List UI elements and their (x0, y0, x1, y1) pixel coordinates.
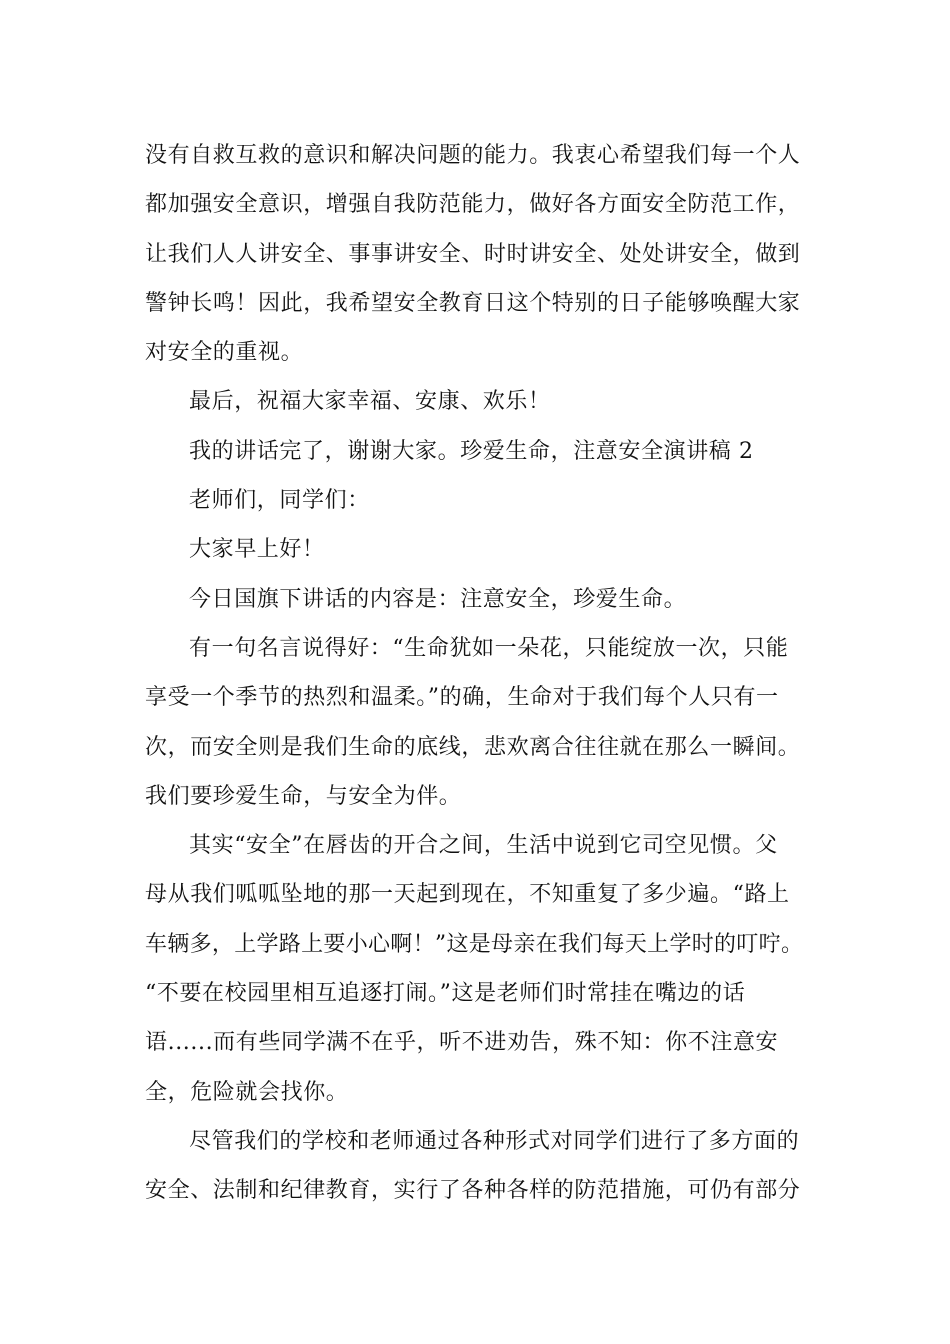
paragraph (145, 624, 810, 821)
paragraph (145, 427, 810, 476)
paragraph (145, 525, 810, 574)
text-line: 警钟长鸣！因此，我希望安全教育日这个特别的日子能够唤醒大家 (145, 290, 801, 316)
text-line: “不要在校园里相互追逐打闹。”这是老师们时常挂在嘴边的话 (145, 981, 746, 1007)
text-line: 让我们人人讲安全、事事讲安全、时时讲安全、处处讲安全，做到 (145, 241, 801, 267)
text-line: 其实“安全”在唇齿的开合之间，生活中说到它司空见惯。父 (189, 833, 778, 859)
text-line: 没有自救互救的意识和解决问题的能力。我衷心希望我们每一个人 (145, 143, 801, 168)
text-line: 母从我们呱呱坠地的那一天起到现在，不知重复了多少遍。“路上 (145, 882, 790, 908)
text-line: 安全、法制和纪律教育，实行了各种各样的防范措施，可仍有部分 (145, 1178, 801, 1204)
text-line: 享受一个季节的热烈和温柔。”的确，生命对于我们每个人只有一 (145, 685, 779, 711)
paragraph (145, 476, 810, 525)
text-line: 次，而安全则是我们生命的底线，悲欢离合往往就在那么一瞬间。 (145, 734, 801, 760)
text-line: 最后，祝福大家幸福、安康、欢乐！ (189, 389, 551, 415)
paragraph (145, 575, 810, 624)
paragraph (145, 131, 810, 377)
document-body (145, 131, 810, 1216)
text-line: 都加强安全意识，增强自我防范能力，做好各方面安全防范工作， (145, 192, 801, 218)
paragraph (145, 377, 810, 426)
text-line: 尽管我们的学校和老师通过各种形式对同学们进行了多方面的 (189, 1128, 800, 1154)
text-line: 语......而有些同学满不在乎，听不进劝告，殊不知：你不注意安 (145, 1030, 779, 1056)
text-line: 有一句名言说得好：“生命犹如一朵花，只能绽放一次，只能 (189, 635, 789, 661)
text-line: 对安全的重视。 (145, 340, 304, 366)
text-line: 大家早上好！ (189, 537, 325, 563)
text-line: 今日国旗下讲话的内容是：注意安全，珍爱生命。 (189, 586, 687, 612)
text-line: 全，危险就会找你。 (145, 1079, 349, 1105)
paragraph (145, 821, 810, 1117)
text-line: 我们要珍爱生命，与安全为伴。 (145, 783, 462, 809)
text-line: 我的讲话完了，谢谢大家。珍爱生命，注意安全演讲稿 2 (189, 438, 754, 464)
paragraph (145, 1117, 810, 1216)
text-line: 老师们，同学们： (189, 488, 370, 514)
text-line: 车辆多，上学路上要小心啊！”这是母亲在我们每天上学时的叮咛。 (145, 931, 804, 957)
